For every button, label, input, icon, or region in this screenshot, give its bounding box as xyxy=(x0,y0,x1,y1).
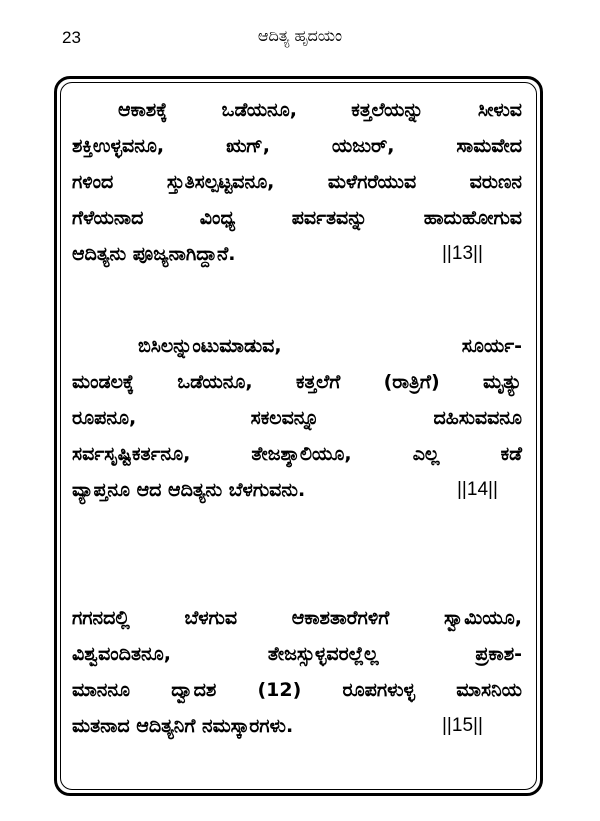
verse-line: ಮಾನನೂ ದ್ವಾದಶ (12) ರೂಪಗಳುಳ್ಳ ಮಾಸನಿಯ xyxy=(72,679,522,701)
verse-line: ಶಕ್ತಿಉಳ್ಳವನೂ, ಋಗ್, ಯಜುರ್, ಸಾಮವೇದ xyxy=(72,135,522,157)
verse-line: ಗಗನದಲ್ಲಿ ಬೆಳಗುವ ಆಕಾಶತಾರೆಗಳಿಗೆ ಸ್ವಾಮಿಯೂ, xyxy=(72,607,522,629)
running-title: ಆದಿತ್ಯ ಹೃದಯಂ xyxy=(257,26,343,45)
verse-line: ಆದಿತ್ಯನು ಪೂಜ್ಯನಾಗಿದ್ದಾನೆ. xyxy=(72,243,236,265)
verse-number: ||15|| xyxy=(442,715,483,736)
verse-line: ಬಿಸಿಲನ್ನುಂಟುಮಾಡುವ, ಸೂರ್ಯ- xyxy=(138,335,522,357)
verse-15 xyxy=(72,600,522,744)
verse-line: ಮಂಡಲಕ್ಕೆ ಒಡೆಯನೂ, ಕತ್ತಲೆಗೆ (ರಾತ್ರಿಗೆ) ಮೃತ್ಯು xyxy=(72,371,522,393)
verse-number: ||14|| xyxy=(457,479,498,500)
verse-line: ರೂಪನೂ, ಸಕಲವನ್ನೂ ದಹಿಸುವವನೂ xyxy=(72,407,522,429)
verse-line: ಆಕಾಶಕ್ಕೆ ಒಡೆಯನೂ, ಕತ್ತಲೆಯನ್ನು ಸೀಳುವ xyxy=(118,99,522,121)
verse-13 xyxy=(72,92,522,272)
verse-line: ವ್ಯಾಪ್ತನೂ ಆದ ಆದಿತ್ಯನು ಬೆಳಗುವನು. xyxy=(72,479,306,501)
verse-line: ವಿಶ್ವವಂದಿತನೂ, ತೇಜಸ್ಸುಳ್ಳವರಲ್ಲೆಲ್ಲ ಪ್ರಕಾಶ- xyxy=(72,643,522,665)
verse-number: ||13|| xyxy=(442,243,483,264)
verse-line: ಸರ್ವಸೃಷ್ಟಿಕರ್ತನೂ, ತೇಜಶ್ಶಾಲಿಯೂ, ಎಲ್ಲ ಕಡೆ xyxy=(72,443,522,465)
verse-line: ಗಳಿಂದ ಸ್ತುತಿಸಲ್ಪಟ್ಟವನೂ, ಮಳೆಗರೆಯುವ ವರುಣನ xyxy=(72,171,522,193)
page-number: 23 xyxy=(62,28,81,47)
verse-line: ಮತನಾದ ಆದಿತ್ಯನಿಗೆ ನಮಸ್ಕಾರಗಳು. xyxy=(72,715,294,737)
verse-line: ಗೆಳೆಯನಾದ ವಿಂಧ್ಯ ಪರ್ವತವನ್ನು ಹಾದುಹೋಗುವ xyxy=(72,207,522,229)
verse-14 xyxy=(72,328,522,508)
